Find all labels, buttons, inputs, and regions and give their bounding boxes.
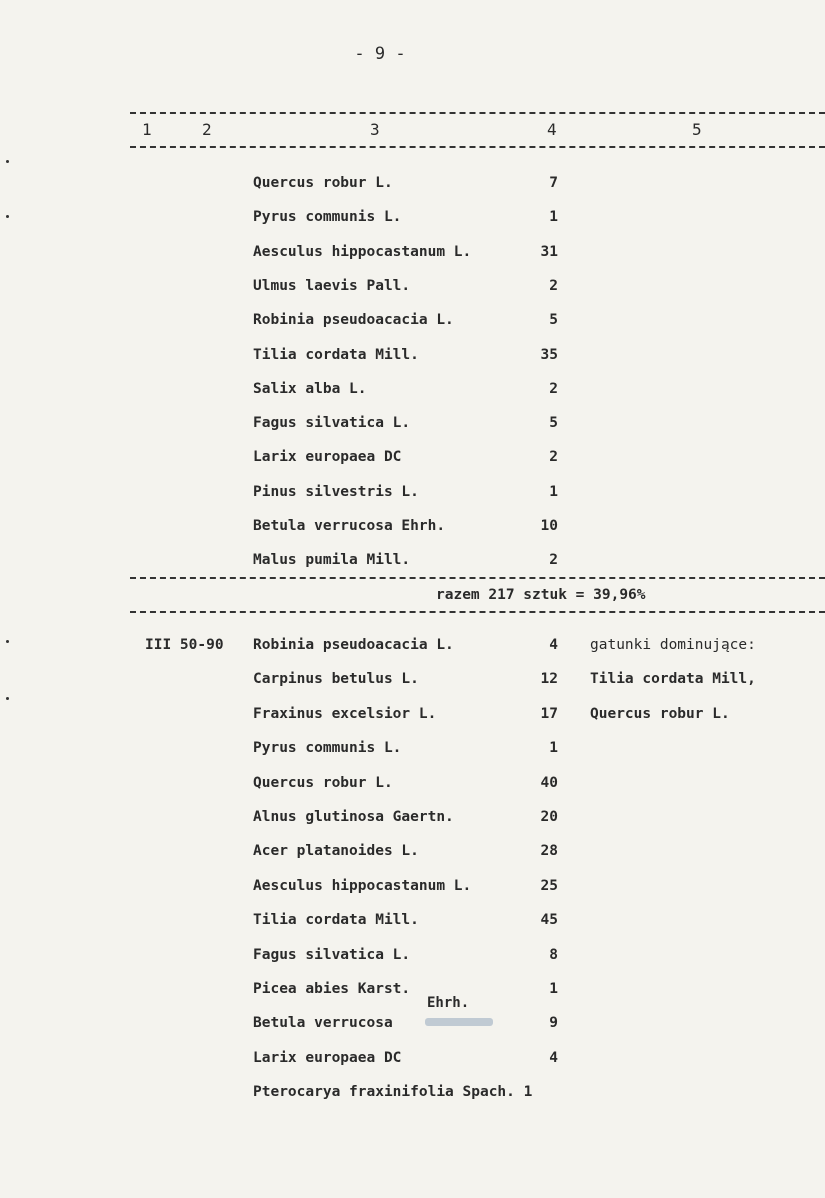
species-name: Pinus silvestris L. (253, 483, 419, 500)
table-row (0, 381, 825, 407)
species-name: Salix alba L. (253, 380, 367, 397)
species-name: Robinia pseudoacacia L. (253, 637, 454, 653)
species-count: 2 (549, 449, 558, 466)
species-count: 35 (540, 346, 558, 363)
table-row (0, 912, 825, 938)
species-name: Acer platanoides L. (253, 843, 419, 860)
species-count: 4 (549, 1049, 558, 1066)
species-count: 10 (540, 518, 558, 534)
species-count: 9 (549, 1015, 558, 1032)
species-name: Betula verrucosa (253, 1015, 393, 1032)
page-number: - 9 - (354, 44, 406, 64)
table-row (0, 947, 825, 973)
species-count: 31 (540, 243, 558, 260)
margin-dot (6, 697, 9, 700)
species-count: 1 (549, 483, 558, 500)
subtotal-bottom-rule (130, 611, 825, 613)
species-name: Larix europaea DC (253, 449, 402, 466)
species-name: Pyrus communis L. (253, 740, 402, 757)
species-name: Ulmus laevis Pall. (253, 277, 411, 294)
table-row (0, 671, 825, 697)
table-row (0, 449, 825, 475)
species-count: 1 (549, 740, 558, 757)
table-row (0, 1050, 825, 1076)
species-count: 17 (540, 705, 558, 722)
column-header-3: 3 (370, 120, 380, 139)
column-header-2: 2 (202, 120, 212, 139)
table-row (0, 809, 825, 835)
table-row (0, 1015, 825, 1041)
table-row (0, 1084, 825, 1110)
table-row (0, 843, 825, 869)
header-top-rule (130, 112, 825, 114)
column-header-1: 1 (142, 120, 152, 139)
table-row (0, 552, 825, 578)
species-name: Fraxinus excelsior L. (253, 705, 437, 722)
species-name: Tilia cordata Mill. (253, 912, 419, 929)
correction-smudge (425, 1018, 493, 1026)
header-bottom-rule (130, 146, 825, 148)
table-row (0, 244, 825, 270)
species-name: Tilia cordata Mill. (253, 346, 419, 363)
species-name: Robinia pseudoacacia L. (253, 312, 454, 329)
species-count: 2 (549, 552, 558, 569)
species-count: 45 (540, 912, 558, 929)
species-name: Malus pumila Mill. (253, 552, 411, 569)
species-count: 20 (540, 809, 558, 825)
column-header-5: 5 (692, 120, 702, 139)
species-count: 5 (549, 312, 558, 329)
table-row (0, 878, 825, 904)
species-name: Quercus robur L. (253, 175, 393, 191)
species-count: 28 (540, 843, 558, 860)
subtotal-top-rule (130, 577, 825, 579)
species-name: Fagus silvatica L. (253, 415, 411, 432)
species-count: 40 (540, 774, 558, 791)
remark-text: Quercus robur L. (590, 705, 730, 722)
species-count: 12 (540, 671, 558, 688)
species-name: Carpinus betulus L. (253, 671, 419, 688)
species-count: 8 (549, 946, 558, 963)
species-name: Picea abies Karst. (253, 981, 411, 997)
species-name: Pterocarya fraxinifolia Spach. 1 (253, 1084, 533, 1101)
table-row (0, 415, 825, 441)
species-count: 25 (540, 877, 558, 894)
species-name: Alnus glutinosa Gaertn. (253, 809, 454, 825)
species-count: 7 (549, 175, 558, 191)
species-count: 4 (549, 637, 558, 653)
margin-dot (6, 160, 9, 163)
species-name: Aesculus hippocastanum L. (253, 243, 472, 260)
species-count: 5 (549, 415, 558, 432)
ehrh-annotation: Ehrh. (427, 995, 470, 1011)
species-count: 2 (549, 277, 558, 294)
column-header-4: 4 (547, 120, 557, 139)
table-row (0, 312, 825, 338)
species-count: 1 (549, 981, 558, 997)
remark-text: gatunki dominujące: (590, 637, 756, 653)
table-row (0, 740, 825, 766)
species-count: 1 (549, 209, 558, 226)
subtotal-line: razem 217 sztuk = 39,96% (436, 587, 646, 603)
species-name: Betula verrucosa Ehrh. (253, 518, 446, 534)
species-name: Aesculus hippocastanum L. (253, 877, 472, 894)
species-name: Larix europaea DC (253, 1049, 402, 1066)
table-row (0, 484, 825, 510)
table-row (0, 278, 825, 304)
age-class-label: III 50-90 (145, 637, 224, 653)
table-row (0, 637, 825, 663)
species-name: Pyrus communis L. (253, 209, 402, 226)
table-row (0, 209, 825, 235)
table-row (0, 347, 825, 373)
species-name: Quercus robur L. (253, 774, 393, 791)
table-row (0, 981, 825, 1007)
table-row (0, 775, 825, 801)
table-row (0, 518, 825, 544)
species-name: Fagus silvatica L. (253, 946, 411, 963)
remark-text: Tilia cordata Mill, (590, 671, 756, 688)
species-count: 2 (549, 380, 558, 397)
table-row (0, 175, 825, 201)
table-row (0, 706, 825, 732)
